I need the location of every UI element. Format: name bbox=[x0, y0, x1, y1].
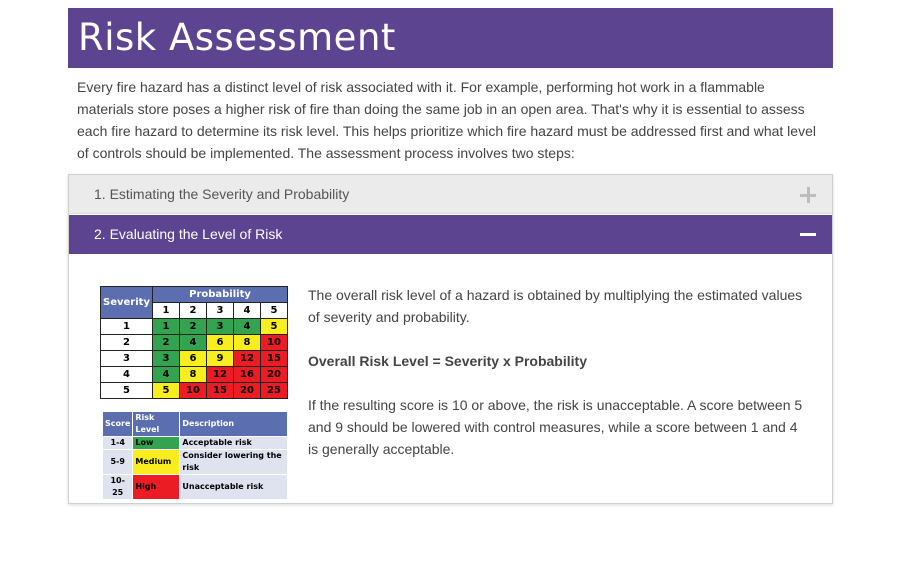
risk-formula: Overall Risk Level = Severity x Probability bbox=[308, 353, 587, 369]
matrix-cell: 12 bbox=[207, 367, 234, 383]
risk-description bbox=[308, 284, 808, 482]
legend-score: 10-25 bbox=[103, 475, 133, 500]
accordion-item-label: 1. Estimating the Severity and Probability bbox=[94, 186, 350, 202]
risk-legend bbox=[102, 411, 288, 500]
severity-row-label: 1 bbox=[101, 319, 153, 335]
matrix-cell: 16 bbox=[234, 367, 261, 383]
description-paragraph: The overall risk level of a hazard is obtained by multiplying the estimated values of severity and probability. bbox=[308, 287, 803, 325]
probability-col-header: 2 bbox=[180, 303, 207, 319]
matrix-cell: 25 bbox=[261, 383, 288, 399]
legend-level: Low bbox=[133, 437, 180, 450]
plus-icon[interactable] bbox=[800, 187, 816, 203]
matrix-cell: 9 bbox=[207, 351, 234, 367]
matrix-cell: 8 bbox=[180, 367, 207, 383]
matrix-cell: 6 bbox=[180, 351, 207, 367]
accordion-panel bbox=[69, 254, 832, 504]
matrix-cell: 4 bbox=[234, 319, 261, 335]
matrix-cell: 15 bbox=[207, 383, 234, 399]
page-title: Risk Assessment bbox=[78, 16, 396, 59]
matrix-cell: 12 bbox=[234, 351, 261, 367]
minus-icon[interactable] bbox=[800, 233, 816, 236]
page-title-bar bbox=[68, 8, 833, 68]
matrix-cell: 2 bbox=[180, 319, 207, 335]
matrix-cell: 20 bbox=[234, 383, 261, 399]
intro-paragraph: Every fire hazard has a distinct level of risk associated with it. For example, performing hot work in a flammable materials store poses a higher risk of fire than doing the same job in an open area. That's why it is essential to assess each fire hazard to determine its risk level. This helps prioritize which fire hazard must be addressed first and what level of controls should be implemented. The assessment process involves two steps: bbox=[77, 79, 816, 161]
accordion-item-evaluating[interactable] bbox=[69, 215, 832, 254]
probability-col-header: 3 bbox=[207, 303, 234, 319]
probability-header: Probability bbox=[153, 287, 288, 303]
accordion-item-estimating[interactable] bbox=[69, 175, 832, 214]
matrix-cell: 3 bbox=[153, 351, 180, 367]
accordion bbox=[68, 174, 833, 504]
legend-score: 5-9 bbox=[103, 450, 133, 475]
severity-header: Severity bbox=[101, 287, 153, 319]
matrix-cell: 15 bbox=[261, 351, 288, 367]
matrix-cell: 3 bbox=[207, 319, 234, 335]
legend-description: Acceptable risk bbox=[180, 437, 288, 450]
description-paragraph: If the resulting score is 10 or above, the risk is unacceptable. A score between 5 and 9 should be lowered with control measures, while a score between 1 and 4 is generally acceptable. bbox=[308, 397, 803, 457]
matrix-cell: 6 bbox=[207, 335, 234, 351]
matrix-cell: 1 bbox=[153, 319, 180, 335]
probability-col-header: 4 bbox=[234, 303, 261, 319]
matrix-cell: 5 bbox=[261, 319, 288, 335]
accordion-item-label: 2. Evaluating the Level of Risk bbox=[94, 226, 283, 242]
matrix-cell: 4 bbox=[180, 335, 207, 351]
legend-description: Consider lowering the risk bbox=[180, 450, 288, 475]
legend-level: High bbox=[133, 475, 180, 500]
probability-col-header: 5 bbox=[261, 303, 288, 319]
matrix-cell: 2 bbox=[153, 335, 180, 351]
matrix-cell: 10 bbox=[261, 335, 288, 351]
severity-row-label: 5 bbox=[101, 383, 153, 399]
legend-header-description: Description bbox=[180, 412, 288, 437]
probability-col-header: 1 bbox=[153, 303, 180, 319]
matrix-cell: 4 bbox=[153, 367, 180, 383]
matrix-cell: 8 bbox=[234, 335, 261, 351]
legend-description: Unacceptable risk bbox=[180, 475, 288, 500]
severity-row-label: 3 bbox=[101, 351, 153, 367]
legend-header-level: Risk Level bbox=[133, 412, 180, 437]
legend-level: Medium bbox=[133, 450, 180, 475]
severity-row-label: 4 bbox=[101, 367, 153, 383]
matrix-cell: 5 bbox=[153, 383, 180, 399]
legend-header-score: Score bbox=[103, 412, 133, 437]
matrix-cell: 10 bbox=[180, 383, 207, 399]
severity-row-label: 2 bbox=[101, 335, 153, 351]
matrix-cell: 20 bbox=[261, 367, 288, 383]
legend-score: 1-4 bbox=[103, 437, 133, 450]
risk-matrix bbox=[100, 286, 288, 399]
